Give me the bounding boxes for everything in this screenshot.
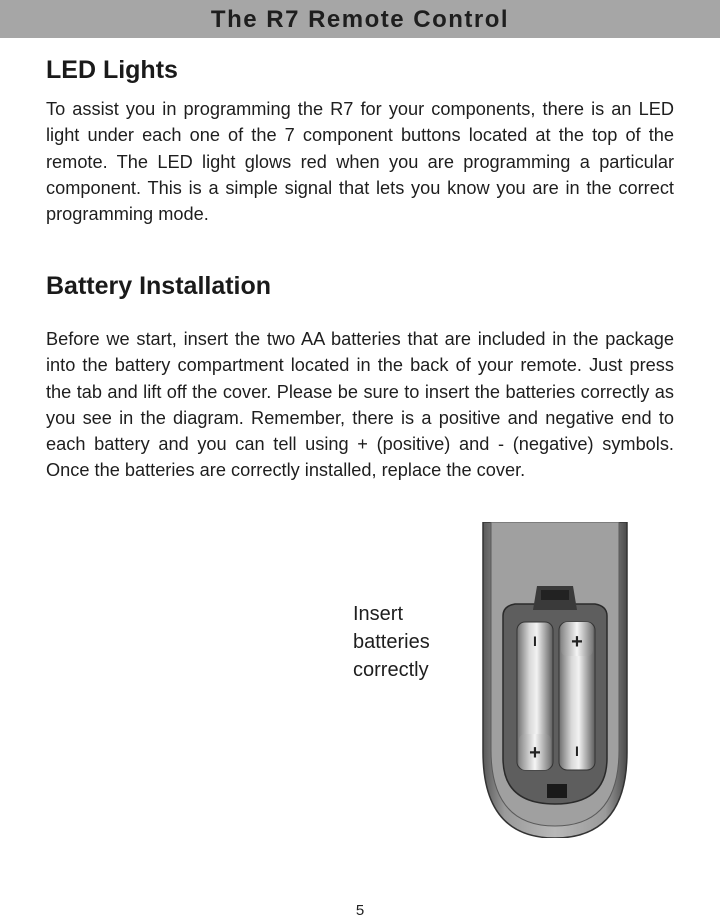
battery-left-top-symbol: I	[533, 633, 537, 649]
caption-line: batteries	[353, 631, 430, 653]
led-lights-paragraph: To assist you in programming the R7 for your components, there is an LED light under each one of the 7 component buttons located at the top of the remote. The LED light glows red when you are programming a particular component. This is a simple signal that lets you know you are in the correct programming mode.	[46, 99, 674, 225]
caption-line: correctly	[353, 659, 429, 681]
cover-tab-notch	[541, 590, 569, 600]
remote-battery-compartment-illustration	[475, 522, 635, 838]
battery-left-bottom-symbol: +	[529, 742, 541, 764]
battery-installation-paragraph: Before we start, insert the two AA batteries that are included in the package into the battery compartment located in the back of your remote. Just press the tab and lift off the cover. Please be sure to insert the batteries correctly as you see in the diagram. Remember, there is a positive and negative end to each battery and you can tell using + (positive) and - (negative) symbols. Once the batteries are correctly installed, replace the cover.	[46, 329, 674, 481]
section-heading-led-lights: LED Lights	[46, 56, 178, 84]
battery-right-top-symbol: +	[571, 631, 583, 653]
section-heading-battery-installation: Battery Installation	[46, 272, 272, 300]
bottom-contact	[547, 784, 567, 798]
battery-right-bottom-symbol: I	[575, 743, 579, 759]
page-title: The R7 Remote Control	[210, 6, 510, 33]
caption-line: Insert	[353, 603, 404, 625]
figure-caption	[353, 600, 463, 684]
page-number: 5	[355, 902, 365, 919]
